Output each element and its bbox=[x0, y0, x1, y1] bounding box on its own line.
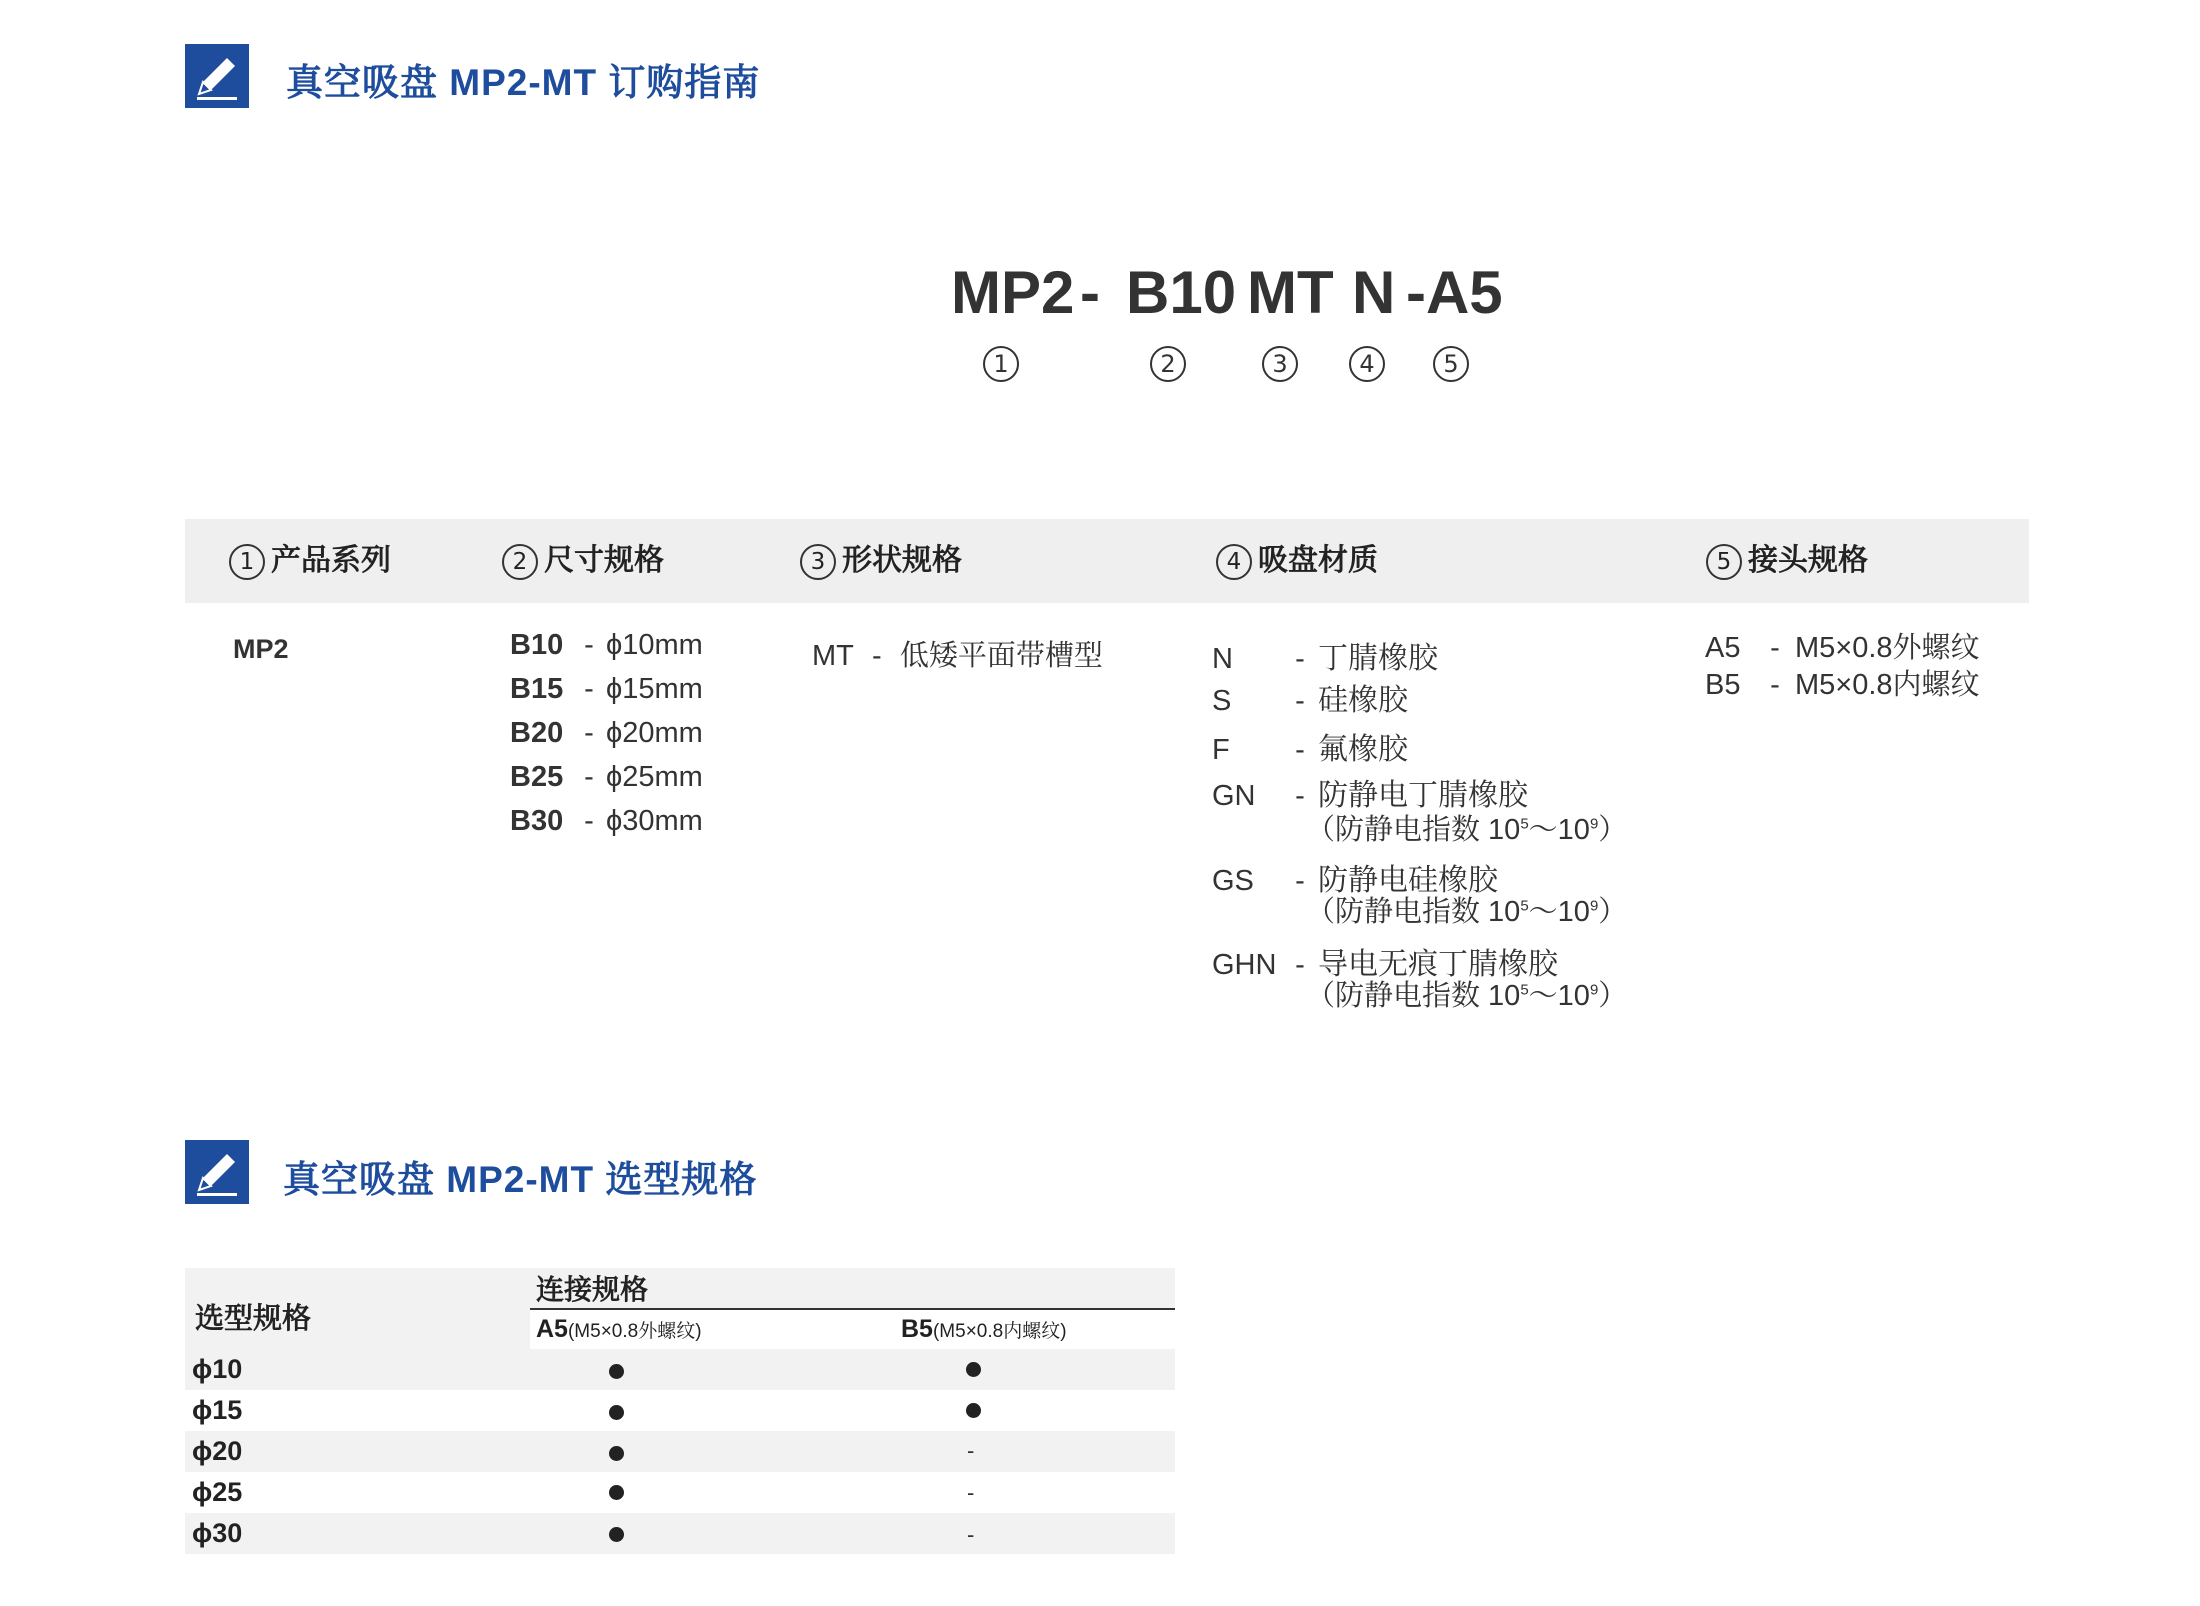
column-header-a5: A5(M5×0.8外螺纹) bbox=[536, 1315, 702, 1343]
marker-2: 2 bbox=[1150, 346, 1186, 382]
list-item: B25 - ϕ25mm bbox=[510, 761, 703, 793]
available-mark bbox=[609, 1364, 624, 1379]
marker-1: 1 bbox=[983, 346, 1019, 382]
available-mark bbox=[609, 1405, 624, 1420]
table-row bbox=[185, 1431, 1175, 1472]
list-item: S - 硅橡胶 bbox=[1212, 684, 1408, 717]
available-mark bbox=[966, 1362, 981, 1377]
column-header-b5: B5(M5×0.8内螺纹) bbox=[901, 1315, 1067, 1343]
header-divider bbox=[530, 1308, 1175, 1310]
available-mark bbox=[609, 1446, 624, 1461]
list-item: B20 - ϕ20mm bbox=[510, 717, 703, 749]
marker-4: 4 bbox=[1349, 346, 1385, 382]
group-header: 连接规格 bbox=[536, 1274, 649, 1305]
table-row bbox=[185, 1349, 1175, 1390]
unavailable-mark: - bbox=[967, 1522, 975, 1547]
model-code-shape: MT bbox=[1247, 259, 1334, 326]
size-cell: ϕ25 bbox=[192, 1477, 243, 1507]
size-cell: ϕ20 bbox=[192, 1436, 243, 1466]
header-connector: 5 接头规格 bbox=[1706, 541, 1868, 581]
model-code-material: N bbox=[1352, 259, 1396, 326]
list-item: GHN - 导电无痕丁腈橡胶 bbox=[1212, 948, 1558, 981]
section-title-selection-spec: 真空吸盘 MP2-MT 选型规格 bbox=[283, 1159, 758, 1200]
table-row bbox=[185, 1390, 1175, 1431]
series-value: MP2 bbox=[233, 634, 289, 664]
available-mark bbox=[609, 1527, 624, 1542]
section-title-ordering-guide: 真空吸盘 MP2-MT 订购指南 bbox=[286, 62, 761, 103]
size-cell: ϕ10 bbox=[192, 1354, 243, 1384]
size-cell: ϕ30 bbox=[192, 1518, 243, 1548]
header-size-spec: 2 尺寸规格 bbox=[502, 541, 664, 581]
header-material: 4 吸盘材质 bbox=[1216, 541, 1378, 581]
list-item: B15 - ϕ15mm bbox=[510, 673, 703, 705]
pencil-icon bbox=[185, 1140, 249, 1204]
list-item: N - 丁腈橡胶 bbox=[1212, 642, 1438, 675]
row-header: 选型规格 bbox=[195, 1303, 312, 1335]
available-mark bbox=[609, 1485, 624, 1500]
list-item: B5 - M5×0.8内螺纹 bbox=[1705, 669, 1980, 701]
size-cell: ϕ15 bbox=[192, 1395, 243, 1425]
shape-item: MT - 低矮平面带槽型 bbox=[812, 640, 1103, 672]
list-item: A5 - M5×0.8外螺纹 bbox=[1705, 632, 1980, 664]
unavailable-mark: - bbox=[967, 1438, 975, 1463]
table-row bbox=[185, 1513, 1175, 1554]
marker-5: 5 bbox=[1433, 346, 1469, 382]
header-product-series: 1 产品系列 bbox=[229, 541, 391, 581]
model-code-series: MP2 bbox=[951, 259, 1075, 326]
model-code-dash: - bbox=[1080, 259, 1100, 326]
material-note: （防静电指数 $10^5\sim 10^9$） bbox=[1306, 980, 1628, 1012]
list-item: B30 - ϕ30mm bbox=[510, 805, 703, 837]
list-item: GS - 防静电硅橡胶 bbox=[1212, 864, 1498, 897]
list-item: B10 - ϕ10mm bbox=[510, 629, 703, 661]
available-mark bbox=[966, 1403, 981, 1418]
unavailable-mark: - bbox=[967, 1480, 975, 1505]
model-code-size: B10 bbox=[1126, 259, 1237, 326]
pencil-icon bbox=[185, 44, 249, 108]
list-item: GN - 防静电丁腈橡胶 bbox=[1212, 779, 1528, 812]
table-row bbox=[185, 1472, 1175, 1513]
model-code-connector: -A5 bbox=[1406, 259, 1503, 326]
material-note: （防静电指数 $10^5\sim 10^9$） bbox=[1306, 896, 1628, 928]
list-item: F - 氟橡胶 bbox=[1212, 733, 1408, 766]
marker-3: 3 bbox=[1262, 346, 1298, 382]
material-note: （防静电指数 $10^5\sim 10^9$） bbox=[1306, 814, 1628, 846]
header-shape-spec: 3 形状规格 bbox=[800, 541, 962, 581]
